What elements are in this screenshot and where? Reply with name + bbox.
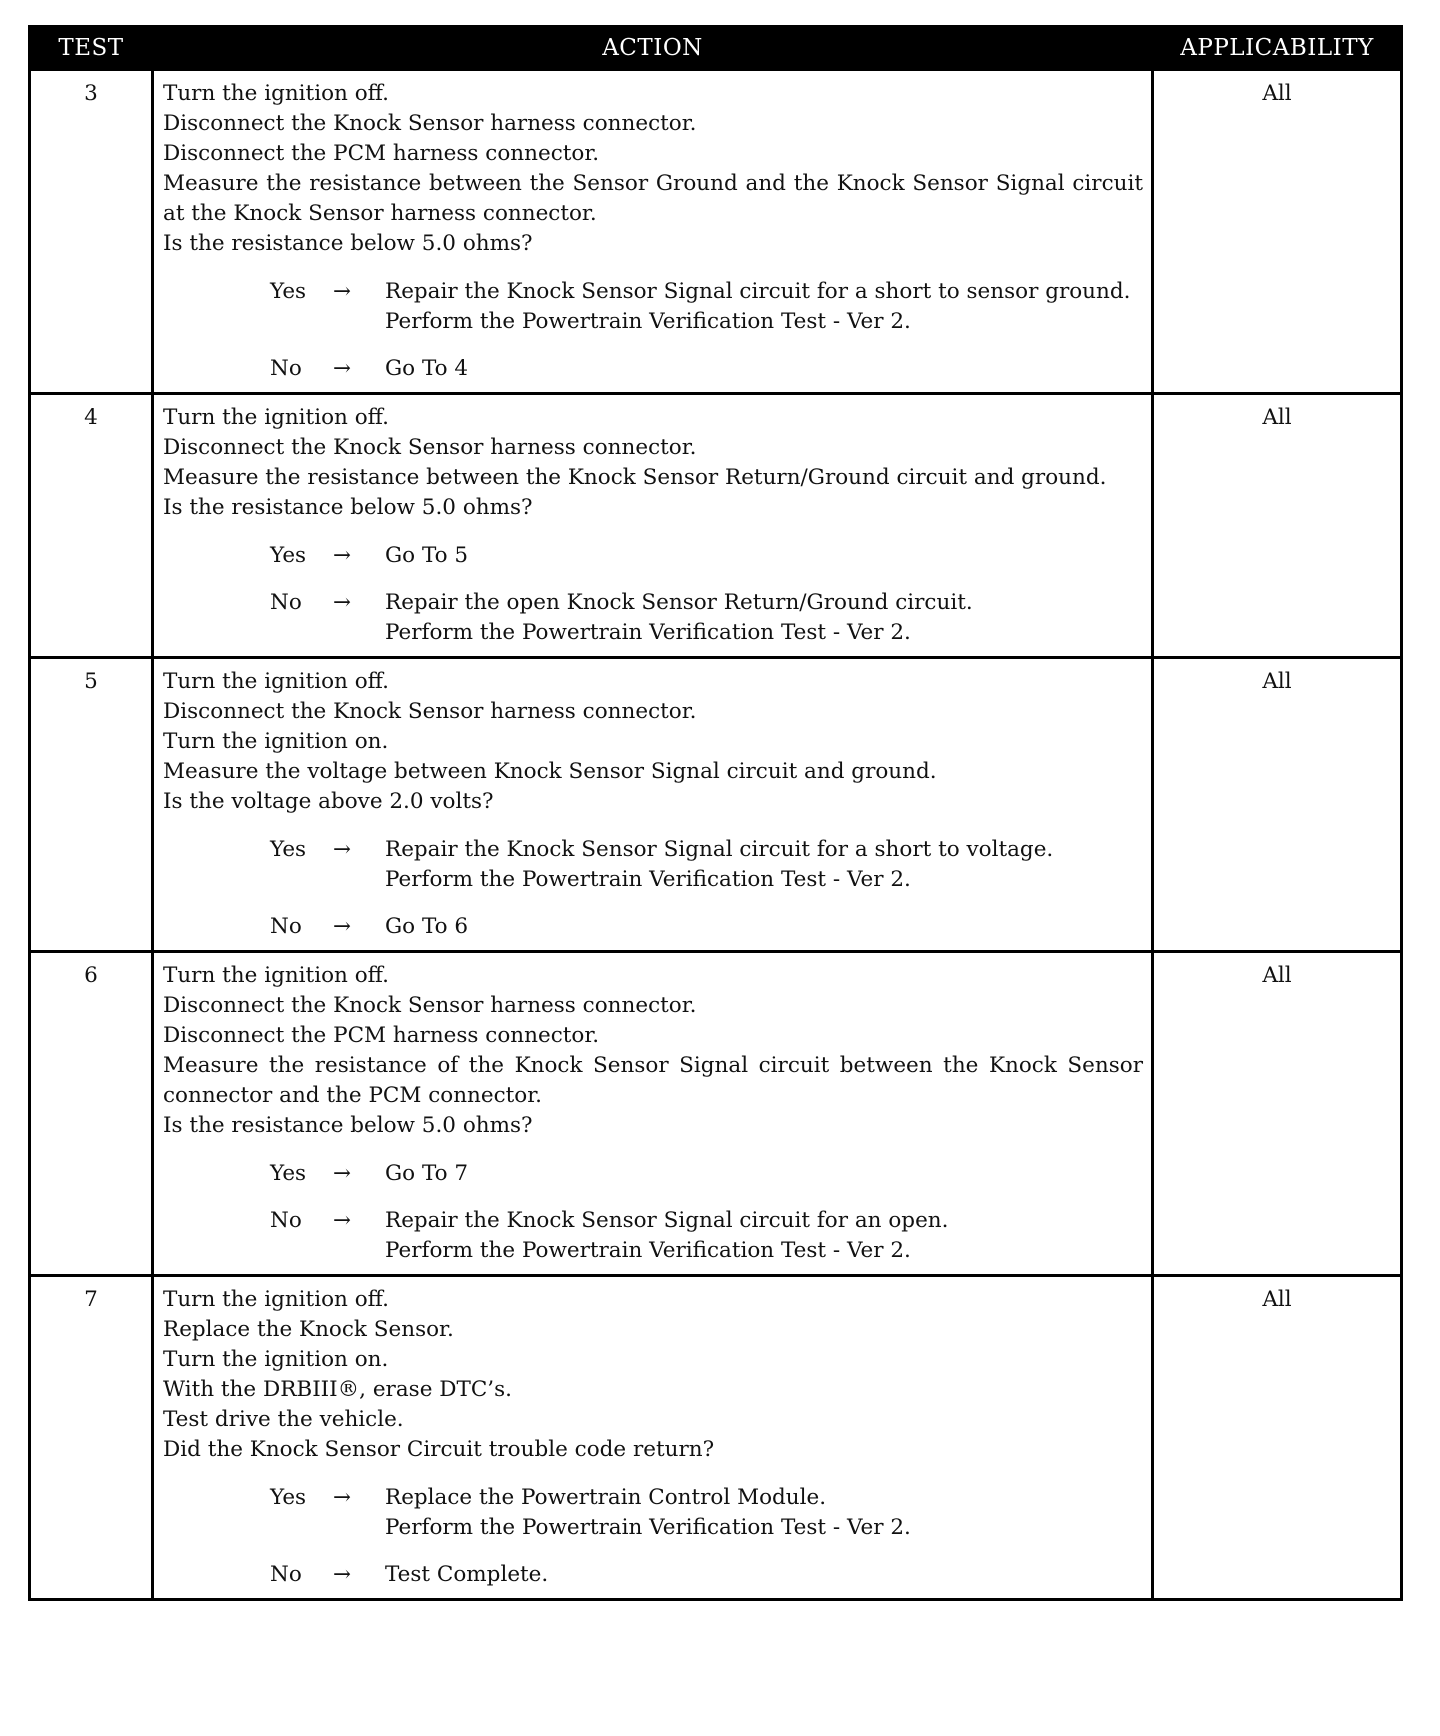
header-test: TEST <box>30 27 153 70</box>
action-step: Disconnect the PCM harness connector. <box>163 1023 600 1048</box>
action-step: Turn the ignition off. <box>163 669 389 694</box>
answer-line: Perform the Powertrain Verification Test - Ver 2. <box>385 1238 911 1263</box>
answer-line: Perform the Powertrain Verification Test - Ver 2. <box>385 620 911 645</box>
test-number: 6 <box>30 952 153 1276</box>
answer-label: Yes <box>270 1161 307 1186</box>
answer-yes <box>163 277 1143 337</box>
action-step: Test drive the vehicle. <box>163 1407 404 1432</box>
answer-no <box>163 354 1143 384</box>
action-step: Disconnect the Knock Sensor harness connector. <box>163 993 697 1018</box>
answer-line: Repair the open Knock Sensor Return/Ground circuit. <box>385 590 973 615</box>
answer-line: Repair the Knock Sensor Signal circuit for a short to voltage. <box>385 837 1054 862</box>
action-cell <box>153 952 1153 1276</box>
answer-yes <box>163 541 1143 571</box>
answer-options <box>163 835 1143 942</box>
right-arrow-icon: → <box>333 590 352 615</box>
right-arrow-icon: → <box>333 1208 352 1233</box>
action-step: Disconnect the Knock Sensor harness connector. <box>163 111 697 136</box>
answer-label: No <box>270 1208 302 1233</box>
table-row <box>30 952 1402 1276</box>
applicability-value: All <box>1153 70 1402 394</box>
answer-instruction <box>385 1159 1143 1189</box>
answer-label: Yes <box>270 279 307 304</box>
table-row <box>30 394 1402 658</box>
action-step: Measure the resistance between the Knock Sensor Return/Ground circuit and ground. <box>163 465 1107 490</box>
right-arrow-icon: → <box>333 356 352 381</box>
action-step: Disconnect the Knock Sensor harness connector. <box>163 435 697 460</box>
answer-yes <box>163 1483 1143 1543</box>
answer-no <box>163 1206 1143 1266</box>
answer-line: Go To 7 <box>385 1161 469 1186</box>
answer-line: Go To 4 <box>385 356 469 381</box>
action-step: Measure the resistance of the Knock Sensor Signal circuit between the Knock Sensor connector and the PCM connector. <box>163 1053 1143 1108</box>
answer-options <box>163 1483 1143 1590</box>
table-row <box>30 658 1402 952</box>
right-arrow-icon: → <box>333 279 352 304</box>
right-arrow-icon: → <box>333 837 352 862</box>
answer-no <box>163 588 1143 648</box>
applicability-value: All <box>1153 952 1402 1276</box>
action-step: Is the voltage above 2.0 volts? <box>163 789 494 814</box>
applicability-value: All <box>1153 1276 1402 1600</box>
answer-label: No <box>270 590 302 615</box>
applicability-value: All <box>1153 394 1402 658</box>
action-step: Turn the ignition off. <box>163 81 389 106</box>
answer-line: Perform the Powertrain Verification Test - Ver 2. <box>385 1515 911 1540</box>
action-cell <box>153 658 1153 952</box>
answer-no <box>163 1560 1143 1590</box>
test-number: 5 <box>30 658 153 952</box>
right-arrow-icon: → <box>333 1485 352 1510</box>
answer-line: Replace the Powertrain Control Module. <box>385 1485 827 1510</box>
action-cell <box>153 70 1153 394</box>
right-arrow-icon: → <box>333 543 352 568</box>
table-body <box>30 70 1402 1600</box>
answer-instruction <box>385 912 1143 942</box>
diagnostic-test-table <box>28 25 1403 1601</box>
answer-label: No <box>270 1562 302 1587</box>
answer-label: No <box>270 356 302 381</box>
answer-no <box>163 912 1143 942</box>
answer-instruction <box>385 1483 1143 1543</box>
answer-instruction <box>385 588 1143 648</box>
answer-yes <box>163 835 1143 895</box>
test-number: 7 <box>30 1276 153 1600</box>
answer-label: No <box>270 914 302 939</box>
answer-label: Yes <box>270 543 307 568</box>
action-step: Measure the resistance between the Sensor Ground and the Knock Sensor Signal circuit at the Knock Sensor harness connector. <box>163 171 1143 226</box>
action-cell <box>153 394 1153 658</box>
answer-line: Perform the Powertrain Verification Test - Ver 2. <box>385 867 911 892</box>
answer-line: Go To 6 <box>385 914 469 939</box>
answer-instruction <box>385 277 1143 337</box>
action-step: Turn the ignition off. <box>163 963 389 988</box>
answer-instruction <box>385 835 1143 895</box>
table-row <box>30 1276 1402 1600</box>
test-number: 4 <box>30 394 153 658</box>
action-step: Disconnect the Knock Sensor harness connector. <box>163 699 697 724</box>
answer-instruction <box>385 541 1143 571</box>
answer-line: Perform the Powertrain Verification Test - Ver 2. <box>385 309 911 334</box>
answer-instruction <box>385 1560 1143 1590</box>
right-arrow-icon: → <box>333 1161 352 1186</box>
header-action: ACTION <box>153 27 1153 70</box>
answer-label: Yes <box>270 837 307 862</box>
action-step: Is the resistance below 5.0 ohms? <box>163 495 533 520</box>
action-step: Replace the Knock Sensor. <box>163 1317 454 1342</box>
answer-label: Yes <box>270 1485 307 1510</box>
action-cell <box>153 1276 1153 1600</box>
answer-options <box>163 541 1143 648</box>
action-step: With the DRBIII®, erase DTC’s. <box>163 1377 512 1402</box>
right-arrow-icon: → <box>333 1562 352 1587</box>
action-step: Disconnect the PCM harness connector. <box>163 141 600 166</box>
action-step: Turn the ignition on. <box>163 729 389 754</box>
table-row <box>30 70 1402 394</box>
answer-instruction <box>385 354 1143 384</box>
test-number: 3 <box>30 70 153 394</box>
answer-yes <box>163 1159 1143 1189</box>
answer-instruction <box>385 1206 1143 1266</box>
action-step: Turn the ignition off. <box>163 1287 389 1312</box>
action-step: Turn the ignition on. <box>163 1347 389 1372</box>
action-step: Did the Knock Sensor Circuit trouble code return? <box>163 1437 715 1462</box>
right-arrow-icon: → <box>333 914 352 939</box>
answer-line: Go To 5 <box>385 543 469 568</box>
answer-line: Repair the Knock Sensor Signal circuit for a short to sensor ground. <box>385 279 1131 304</box>
applicability-value: All <box>1153 658 1402 952</box>
answer-options <box>163 1159 1143 1266</box>
action-step: Is the resistance below 5.0 ohms? <box>163 1113 533 1138</box>
header-applicability: APPLICABILITY <box>1153 27 1402 70</box>
answer-options <box>163 277 1143 384</box>
answer-line: Repair the Knock Sensor Signal circuit for an open. <box>385 1208 949 1233</box>
action-step: Measure the voltage between Knock Sensor Signal circuit and ground. <box>163 759 937 784</box>
table-header-row <box>30 27 1402 70</box>
action-step: Turn the ignition off. <box>163 405 389 430</box>
answer-line: Test Complete. <box>385 1562 549 1587</box>
action-step: Is the resistance below 5.0 ohms? <box>163 231 533 256</box>
